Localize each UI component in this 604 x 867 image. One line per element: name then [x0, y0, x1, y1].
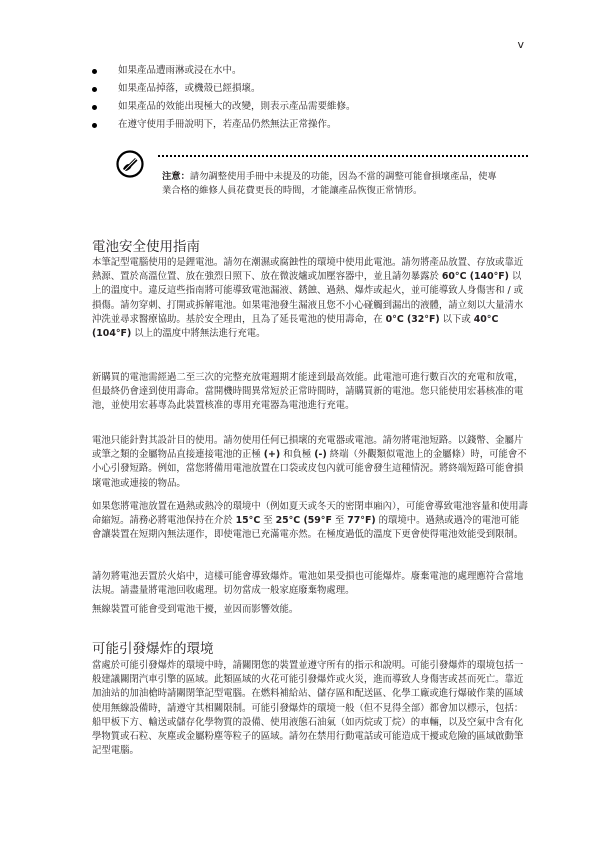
text-run: 以下或: [439, 313, 474, 325]
battery-paragraph-2: 新購買的電池需經過二至三次的完整充放電週期才能達到最高效能。此電池可進行數百次的充電和放電，但最終仍會達到使用壽命。當開機時間異常短於正常時間時，請購買新的電池。您只能使用宏碁核准的電池，並使用宏碁專為此裝置核准的專用充電器為電池進行充電。: [92, 372, 524, 412]
battery-safety-heading: 電池安全使用指南: [92, 239, 200, 255]
note-text: [162, 170, 502, 198]
battery-paragraph-4: [92, 500, 528, 543]
text-run: 至: [331, 515, 348, 527]
battery-paragraph-1: [92, 256, 528, 341]
text-run: 至: [260, 515, 276, 527]
note-label: 注意：: [162, 171, 190, 182]
polarity-positive: (+): [263, 449, 281, 461]
temperature-value: 0°C (32°F): [385, 313, 440, 325]
bullet-item: [92, 116, 532, 134]
bullet-text: 如果產品的效能出現極大的改變，則表示產品需要維修。: [118, 101, 356, 112]
temperature-value: 25°C (59°F: [275, 515, 332, 527]
text-run: 和負極: [280, 449, 315, 461]
battery-paragraph-3: [92, 434, 528, 491]
bullet-icon: [92, 123, 97, 128]
text-run: 以上的溫度中將無法進行充電。: [131, 328, 266, 340]
temperature-value: 40°C (104°F): [92, 313, 499, 340]
temperature-value: 60°C (140°F): [441, 271, 509, 283]
polarity-negative: (-): [314, 449, 327, 461]
text-run: 以上的溫度中。違反這些指南將可能導致電池漏液、銹蝕、過熱、爆炸或起火，並可能導致人身傷害和 / 或損傷。請勿穿刺、打開或拆解電池。如果電池發生漏液且您不小心碰觸到漏出的液體，請立刻以大量清水沖洗並尋求醫療協助。基於安全理由，且為了延長電池的使用壽命，在: [92, 271, 524, 325]
explosive-environment-heading: 可能引發爆炸的環境: [92, 641, 214, 657]
bullet-icon: [92, 105, 97, 110]
bullet-item: [92, 98, 532, 116]
battery-paragraph-5: 請勿將電池丟置於火焰中，這樣可能會導致爆炸。電池如果受損也可能爆炸。廢棄電池的處理應符合當地法規。請盡量將電池回收處理。切勿當成一般家庭廢棄物處理。: [92, 571, 524, 597]
note-divider: [158, 155, 528, 157]
hand-writing-note-icon: [116, 150, 144, 178]
temperature-value: 77°F): [347, 515, 376, 527]
text-run: 電池只能針對其設計目的使用。請勿使用任何已損壞的充電器或電池。請勿將電池短路。以錢幣、金屬片或筆之類的金屬物品直接連接電池的正極: [92, 435, 524, 461]
text-run: 如果您將電池放置在過熱或熱冷的環境中（例如夏天或冬天的密閉車廂內），可能會導致電池容量和使用壽命縮短。請務必將電池保持在介於: [92, 501, 528, 527]
temperature-value: 15°C: [235, 515, 261, 527]
text-run: 本筆記型電腦使用的是鋰電池。請勿在潮濕或腐蝕性的環境中使用此電池。請勿將產品放置、存放或靠近熱源、置於高溫位置、放在強烈日照下、放在微波爐或加壓容器中，並且請勿暴露於: [92, 257, 524, 283]
battery-paragraph-6: 無線裝置可能會受到電池干擾，並因而影響效能。: [92, 604, 299, 615]
page-number: v: [517, 38, 524, 51]
bullet-icon: [92, 69, 97, 74]
bullet-text: 在遵守使用手冊說明下，若產品仍然無法正常操作。: [118, 119, 337, 130]
bullet-list: [92, 62, 532, 134]
bullet-text: 如果產品遭雨淋或浸在水中。: [118, 65, 242, 76]
bullet-icon: [92, 87, 97, 92]
bullet-item: [92, 62, 532, 80]
text-run: 終端（外觀類似電池上的金屬條）時，可能會不小心引發短路。例如，當您將備用電池放置在口袋或皮包內就可能會發生這種情況。將終端短路可能會損壞電池或連接的物品。: [92, 449, 527, 489]
bullet-text: 如果產品掉落，或機殼已經損壞。: [118, 83, 261, 94]
bullet-item: [92, 80, 532, 98]
text-run: 的環境中。過熱或過冷的電池可能會讓裝置在短期內無法運作，即使電池已充滿電亦然。在極度過低的溫度下更會使得電池效能受到限制。: [92, 515, 524, 541]
note-body: 請勿調整使用手冊中未提及的功能，因為不當的調整可能會損壞產品，使專業合格的維修人員花費更長的時間，才能讓產品恢復正常情形。: [162, 171, 497, 196]
explosive-paragraph-1: 當處於可能引發爆炸的環境中時，請關閉您的裝置並遵守所有的指示和說明。可能引發爆炸的環境包括一般建議關閉汽車引擎的區域。此類區域的火花可能引發爆炸或火災，進而導致人身傷害或甚而死亡。靠近加油站的加油槍時請關閉筆記型電腦。在燃料補給站、儲存區和配送區、化學工廠或進行爆破作業的區域使用無線設備時，請遵守其相關限制。可能引發爆炸的環境一般（但不見得全部）都會加以標示，包括：船甲板下方、輸送或儲存化學物質的設備、使用液態石油氣（如丙烷或丁烷）的車輛，以及空氣中含有化學物質或石粒、灰塵或金屬粉塵等粒子的區域。請勿在禁用行動電話或可能造成干擾或危險的區域啟動筆記型電腦。: [92, 660, 524, 757]
